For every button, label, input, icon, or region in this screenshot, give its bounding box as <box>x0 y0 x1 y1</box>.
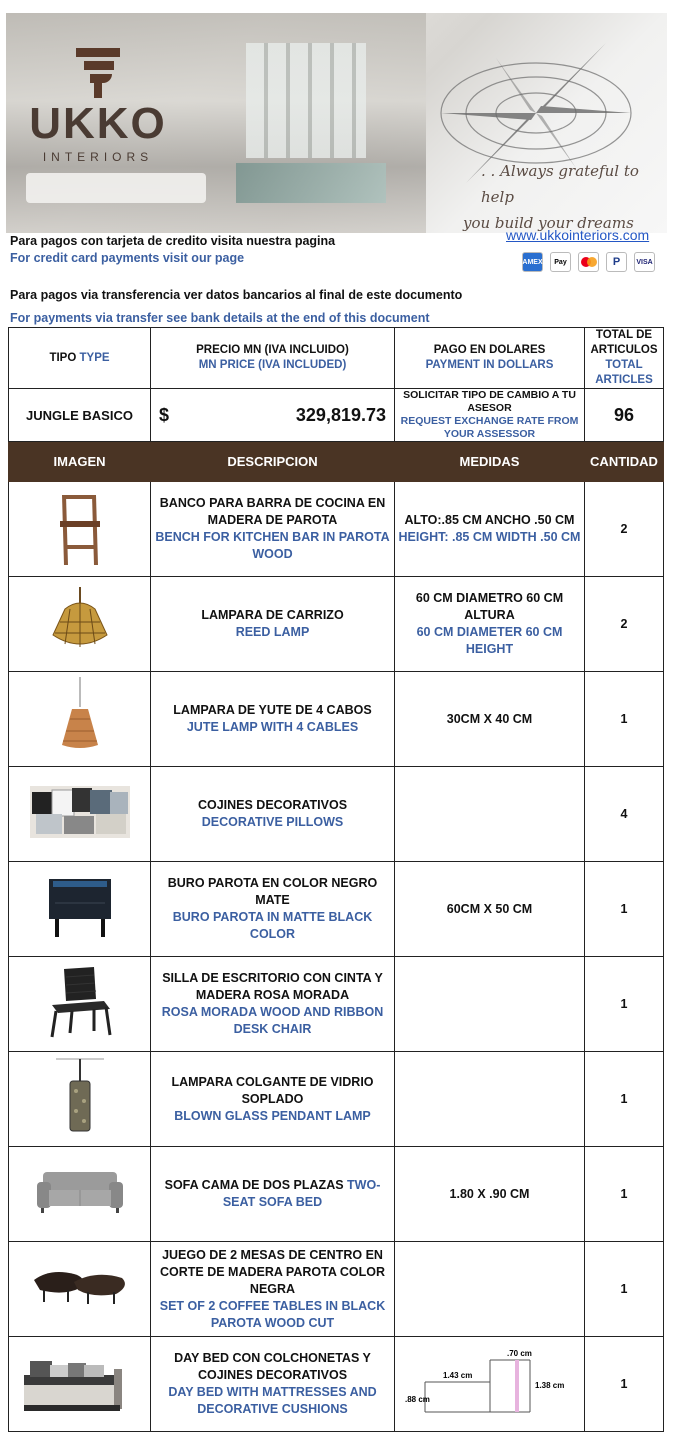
price-value: $ 329,819.73 <box>151 389 395 442</box>
sofa-bed-image <box>9 1147 151 1242</box>
table-row <box>9 862 664 957</box>
col-medidas: MEDIDAS <box>395 442 585 482</box>
transfer-en: For payments via transfer see bank details at the end of this document <box>10 311 430 325</box>
exchange-note: SOLICITAR TIPO DE CAMBIO A TU ASESOR REQUEST EXCHANGE RATE FROM YOUR ASSESSOR <box>395 389 585 442</box>
tipo-value: JUNGLE BASICO <box>9 389 151 442</box>
tipo-header: TIPO TYPE <box>9 328 151 389</box>
tagline <box>431 158 667 233</box>
day-bed-diagram <box>395 1337 585 1432</box>
item-description: LAMPARA COLGANTE DE VIDRIO SOPLADO BLOWN GLASS PENDANT LAMP <box>151 1052 395 1147</box>
item-qty: 1 <box>585 1242 664 1337</box>
card-payment-es: Para pagos con tarjeta de credito visita nuestra pagina <box>10 234 336 248</box>
table-row <box>9 672 664 767</box>
item-qty: 2 <box>585 577 664 672</box>
dim-b: 1.43 cm <box>442 1370 472 1380</box>
quote-table <box>8 327 664 1432</box>
pago-header: PAGO EN DOLARES PAYMENT IN DOLLARS <box>395 328 585 389</box>
table-row <box>9 482 664 577</box>
table-row <box>9 957 664 1052</box>
item-qty: 1 <box>585 862 664 957</box>
reed-lamp-image <box>9 577 151 672</box>
item-measures: 30CM X 40 CM <box>395 672 585 767</box>
day-bed-dimensions <box>405 1342 575 1422</box>
mastercard-icon <box>578 252 599 272</box>
summary-row <box>9 389 664 442</box>
dim-a: .70 cm <box>506 1348 532 1358</box>
item-description: LAMPARA DE CARRIZO REED LAMP <box>151 577 395 672</box>
ukko-logo-icon <box>76 48 120 98</box>
col-descripcion: DESCRIPCION <box>151 442 395 482</box>
table-row <box>9 1337 664 1432</box>
item-qty: 1 <box>585 1147 664 1242</box>
item-description: BANCO PARA BARRA DE COCINA EN MADERA DE PAROTA BENCH FOR KITCHEN BAR IN PAROTA WOOD <box>151 482 395 577</box>
tagline-line-1: . . Always grateful to help <box>481 162 639 206</box>
item-measures <box>395 1242 585 1337</box>
brand-logo <box>18 48 178 164</box>
item-measures: 1.80 X .90 CM <box>395 1147 585 1242</box>
card-payment-en: For credit card payments visit our page <box>10 251 245 265</box>
day-bed-image <box>9 1337 151 1432</box>
dim-c: 1.38 cm <box>534 1380 564 1390</box>
nightstand-image <box>9 862 151 957</box>
item-measures <box>395 1052 585 1147</box>
table-row <box>9 1052 664 1147</box>
item-description: DAY BED CON COLCHONETAS Y COJINES DECORATIVOS DAY BED WITH MATTRESSES AND DECORATIVE CUSHIONS <box>151 1337 395 1432</box>
item-description: JUEGO DE 2 MESAS DE CENTRO EN CORTE DE MADERA PAROTA COLOR NEGRA SET OF 2 COFFEE TABLES IN BLACK PAROTA WOOD CUT <box>151 1242 395 1337</box>
jute-lamp-image <box>9 672 151 767</box>
item-description: SOFA CAMA DE DOS PLAZAS TWO-SEAT SOFA BED <box>151 1147 395 1242</box>
item-measures: 60 CM DIAMETRO 60 CM ALTURA 60 CM DIAMETER 60 CM HEIGHT <box>395 577 585 672</box>
table-row <box>9 1242 664 1337</box>
item-description: COJINES DECORATIVOS DECORATIVE PILLOWS <box>151 767 395 862</box>
item-qty: 1 <box>585 1052 664 1147</box>
item-qty: 2 <box>585 482 664 577</box>
item-qty: 4 <box>585 767 664 862</box>
brand-name: UKKO <box>29 99 167 148</box>
dim-d: .88 cm <box>404 1394 430 1404</box>
header-banner <box>6 13 667 233</box>
item-measures: ALTO:.85 CM ANCHO .50 CM HEIGHT: .85 CM WIDTH .50 CM <box>395 482 585 577</box>
brand-sub: INTERIORS <box>42 150 154 164</box>
item-measures <box>395 957 585 1052</box>
pendant-lamp-image <box>9 1052 151 1147</box>
website-link[interactable]: www.ukkointeriors.com <box>506 227 650 243</box>
summary-header-row <box>9 328 664 389</box>
item-qty: 1 <box>585 1337 664 1432</box>
desk-chair-image <box>9 957 151 1052</box>
payment-icons <box>522 252 655 272</box>
bar-stool-image <box>9 482 151 577</box>
total-header: TOTAL DE ARTICULOS TOTAL ARTICLES <box>585 328 664 389</box>
table-row <box>9 767 664 862</box>
table-row <box>9 577 664 672</box>
item-description: BURO PAROTA EN COLOR NEGRO MATE BURO PAROTA IN MATTE BLACK COLOR <box>151 862 395 957</box>
item-measures: 60CM X 50 CM <box>395 862 585 957</box>
item-measures <box>395 767 585 862</box>
coffee-tables-image <box>9 1242 151 1337</box>
item-description: LAMPARA DE YUTE DE 4 CABOS JUTE LAMP WITH 4 CABLES <box>151 672 395 767</box>
table-row <box>9 1147 664 1242</box>
apple-pay-icon: Pay <box>550 252 571 272</box>
total-value: 96 <box>585 389 664 442</box>
paypal-icon: P <box>606 252 627 272</box>
visa-icon: VISA <box>634 252 655 272</box>
col-cantidad: CANTIDAD <box>585 442 664 482</box>
item-qty: 1 <box>585 957 664 1052</box>
item-description: SILLA DE ESCRITORIO CON CINTA Y MADERA ROSA MORADA ROSA MORADA WOOD AND RIBBON DESK CHAIR <box>151 957 395 1052</box>
tagline-line-2: you build your dreams <box>463 214 634 232</box>
col-imagen: IMAGEN <box>9 442 151 482</box>
item-qty: 1 <box>585 672 664 767</box>
pillows-image <box>9 767 151 862</box>
column-header-row <box>9 442 664 482</box>
amex-icon: AMEX <box>522 252 543 272</box>
transfer-es: Para pagos via transferencia ver datos bancarios al final de este documento <box>10 288 463 302</box>
precio-header: PRECIO MN (IVA INCLUIDO) MN PRICE (IVA INCLUDED) <box>151 328 395 389</box>
